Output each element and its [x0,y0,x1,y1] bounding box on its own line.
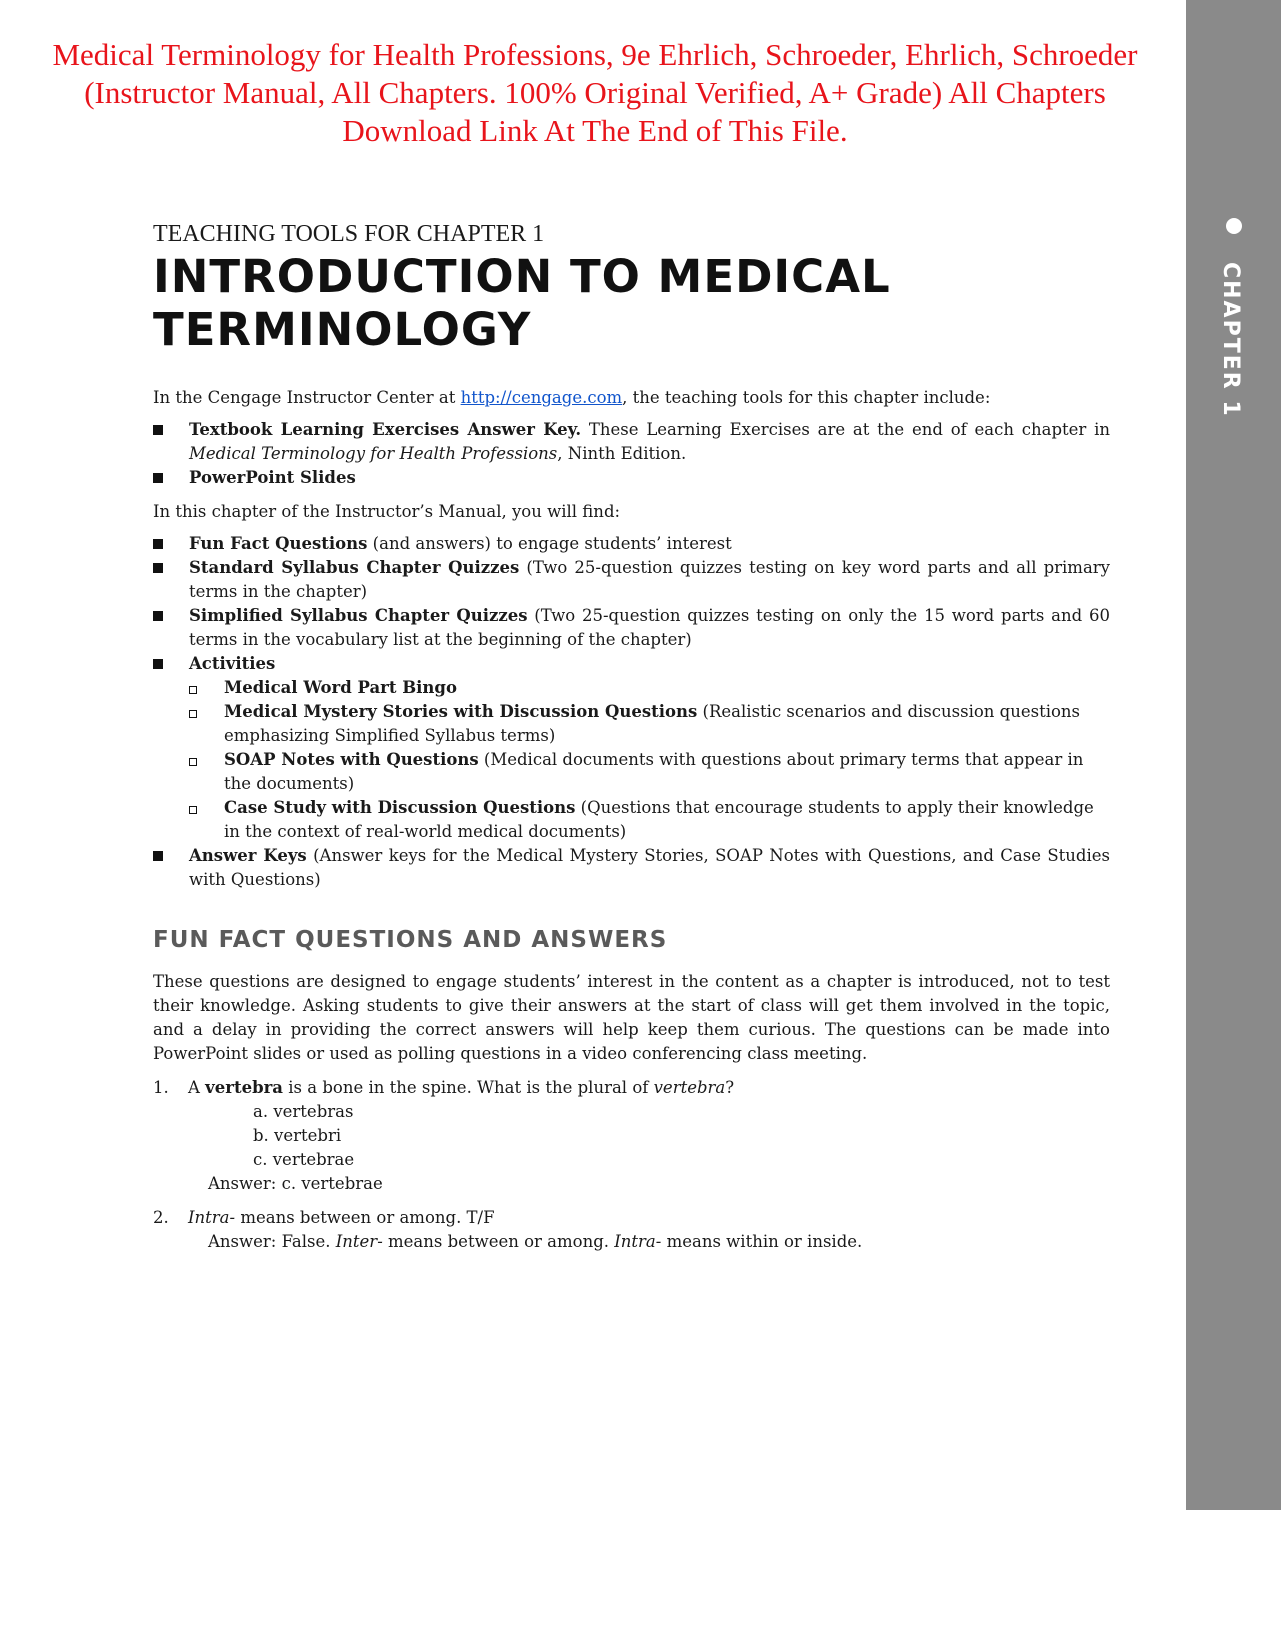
square-bullet-icon [153,539,163,549]
item-text: (Answer keys for the Medical Mystery Stories, SOAP Notes with Questions, and Case Studies with Questions) [189,846,1110,889]
item-title: PowerPoint Slides [189,468,356,487]
item-text: (Medical documents with questions about primary terms that appear in the documents) [224,750,1084,793]
answer-part: Answer: False. [208,1232,336,1251]
square-bullet-icon [153,563,163,573]
bullet-dot-icon [1226,218,1242,234]
item-text: , Ninth Edition. [557,444,687,463]
list-item [153,532,1110,556]
answer-term-italic: Intra- [614,1232,662,1251]
list-item [153,556,1110,604]
square-bullet-icon [153,659,163,669]
square-bullet-icon [153,611,163,621]
square-bullet-icon [153,473,163,483]
chapter-title-line-1: INTRODUCTION TO MEDICAL [153,250,891,303]
list-item [153,604,1110,652]
hollow-square-bullet-icon [189,758,197,766]
item-text: These Learning Exercises are at the end of each chapter in [581,420,1110,439]
answer-part: means within or inside. [661,1232,863,1251]
question-text [188,1206,1110,1230]
tools-list [153,418,1110,490]
chapter-title-line-2: TERMINOLOGY [153,303,532,356]
item-title: Answer Keys [189,846,307,865]
sub-list-item [189,700,1110,748]
sub-list-item [189,748,1110,796]
fun-facts-description: These questions are designed to engage students’ interest in the content as a chapter is introduced, not to test their knowledge. Asking students to give their answers at the start of class will get them involved in the topic, and a delay in providing the correct answers will help keep them curious. The questions can be made into PowerPoint slides or used as polling questions in a video conferencing class meeting. [153,972,1110,1063]
hollow-square-bullet-icon [189,686,197,694]
item-title: Standard Syllabus Chapter Quizzes [189,558,520,577]
manual-contents-list [153,532,1110,892]
intro-paragraph [153,386,1110,410]
item-text: (and answers) to engage students’ interest [367,534,732,553]
answer-part: means between or among. [382,1232,615,1251]
item-title: Case Study with Discussion Questions [224,798,576,817]
item-text: (Realistic scenarios and discussion questions emphasizing Simplified Syllabus terms) [224,702,1081,745]
list-item [153,652,1110,844]
question-part: is a bone in the spine. What is the plural of [283,1078,654,1097]
chapter-side-tab [1186,0,1281,1510]
question-part: means between or among. T/F [235,1208,495,1227]
answer-option: b. vertebri [253,1126,342,1145]
item-title: Activities [189,654,276,673]
question-part: A [188,1078,206,1097]
chapter-title [153,250,1110,356]
fun-facts-heading: FUN FACT QUESTIONS AND ANSWERS [153,927,668,953]
question-1 [153,1076,1110,1196]
download-banner [20,36,1170,150]
square-bullet-icon [153,425,163,435]
hollow-square-bullet-icon [189,806,197,814]
answer-text [188,1230,1110,1254]
answer-option: c. vertebrae [253,1150,355,1169]
banner-line-2: (Instructor Manual, All Chapters. 100% Original Verified, A+ Grade) All Chapters [84,75,1106,110]
item-title: Fun Fact Questions [189,534,368,553]
item-title: Medical Mystery Stories with Discussion Questions [224,702,698,721]
question-term: vertebra [205,1078,283,1097]
item-title: Simplified Syllabus Chapter Quizzes [189,606,528,625]
answer-term-italic: Inter- [335,1232,383,1251]
banner-line-3: Download Link At The End of This File. [342,113,848,148]
list-item [153,418,1110,466]
item-text: (Questions that encourage students to apply their knowledge in the context of real-world medical documents) [224,798,1094,841]
answer-text: Answer: c. vertebrae [208,1174,383,1193]
item-text: (Two 25-question quizzes testing on only the 15 word parts and 60 terms in the vocabulary list at the beginning of the chapter) [189,606,1110,649]
question-part: ? [725,1078,735,1097]
cengage-link[interactable]: http://cengage.com [460,388,623,407]
question-text [188,1076,1110,1100]
question-term-italic: Intra- [188,1208,236,1227]
question-number: 1. [153,1078,169,1097]
activities-sublist [189,676,1110,844]
intro-suffix: , the teaching tools for this chapter include: [622,388,991,407]
item-text: (Two 25-question quizzes testing on key word parts and all primary terms in the chapter) [189,558,1110,601]
answer-option: a. vertebras [253,1102,354,1121]
item-title: Medical Word Part Bingo [224,678,457,697]
list-item [153,844,1110,892]
book-title: Medical Terminology for Health Professions [189,444,558,463]
square-bullet-icon [153,851,163,861]
list-item [153,466,1110,490]
find-intro: In this chapter of the Instructor’s Manual, you will find: [153,502,621,521]
question-number: 2. [153,1208,169,1227]
chapter-tab-label: CHAPTER 1 [1218,262,1243,418]
intro-prefix: In the Cengage Instructor Center at [153,388,461,407]
item-title: Textbook Learning Exercises Answer Key. [189,420,582,439]
page-content [153,220,1110,1254]
sub-list-item [189,796,1110,844]
sub-list-item [189,676,1110,700]
banner-line-1: Medical Terminology for Health Professions, 9e Ehrlich, Schroeder, Ehrlich, Schroeder [52,37,1138,72]
question-2 [153,1206,1110,1254]
item-title: SOAP Notes with Questions [224,750,479,769]
hollow-square-bullet-icon [189,710,197,718]
question-term-italic: vertebra [653,1078,726,1097]
teaching-tools-heading: TEACHING TOOLS FOR CHAPTER 1 [153,221,545,247]
